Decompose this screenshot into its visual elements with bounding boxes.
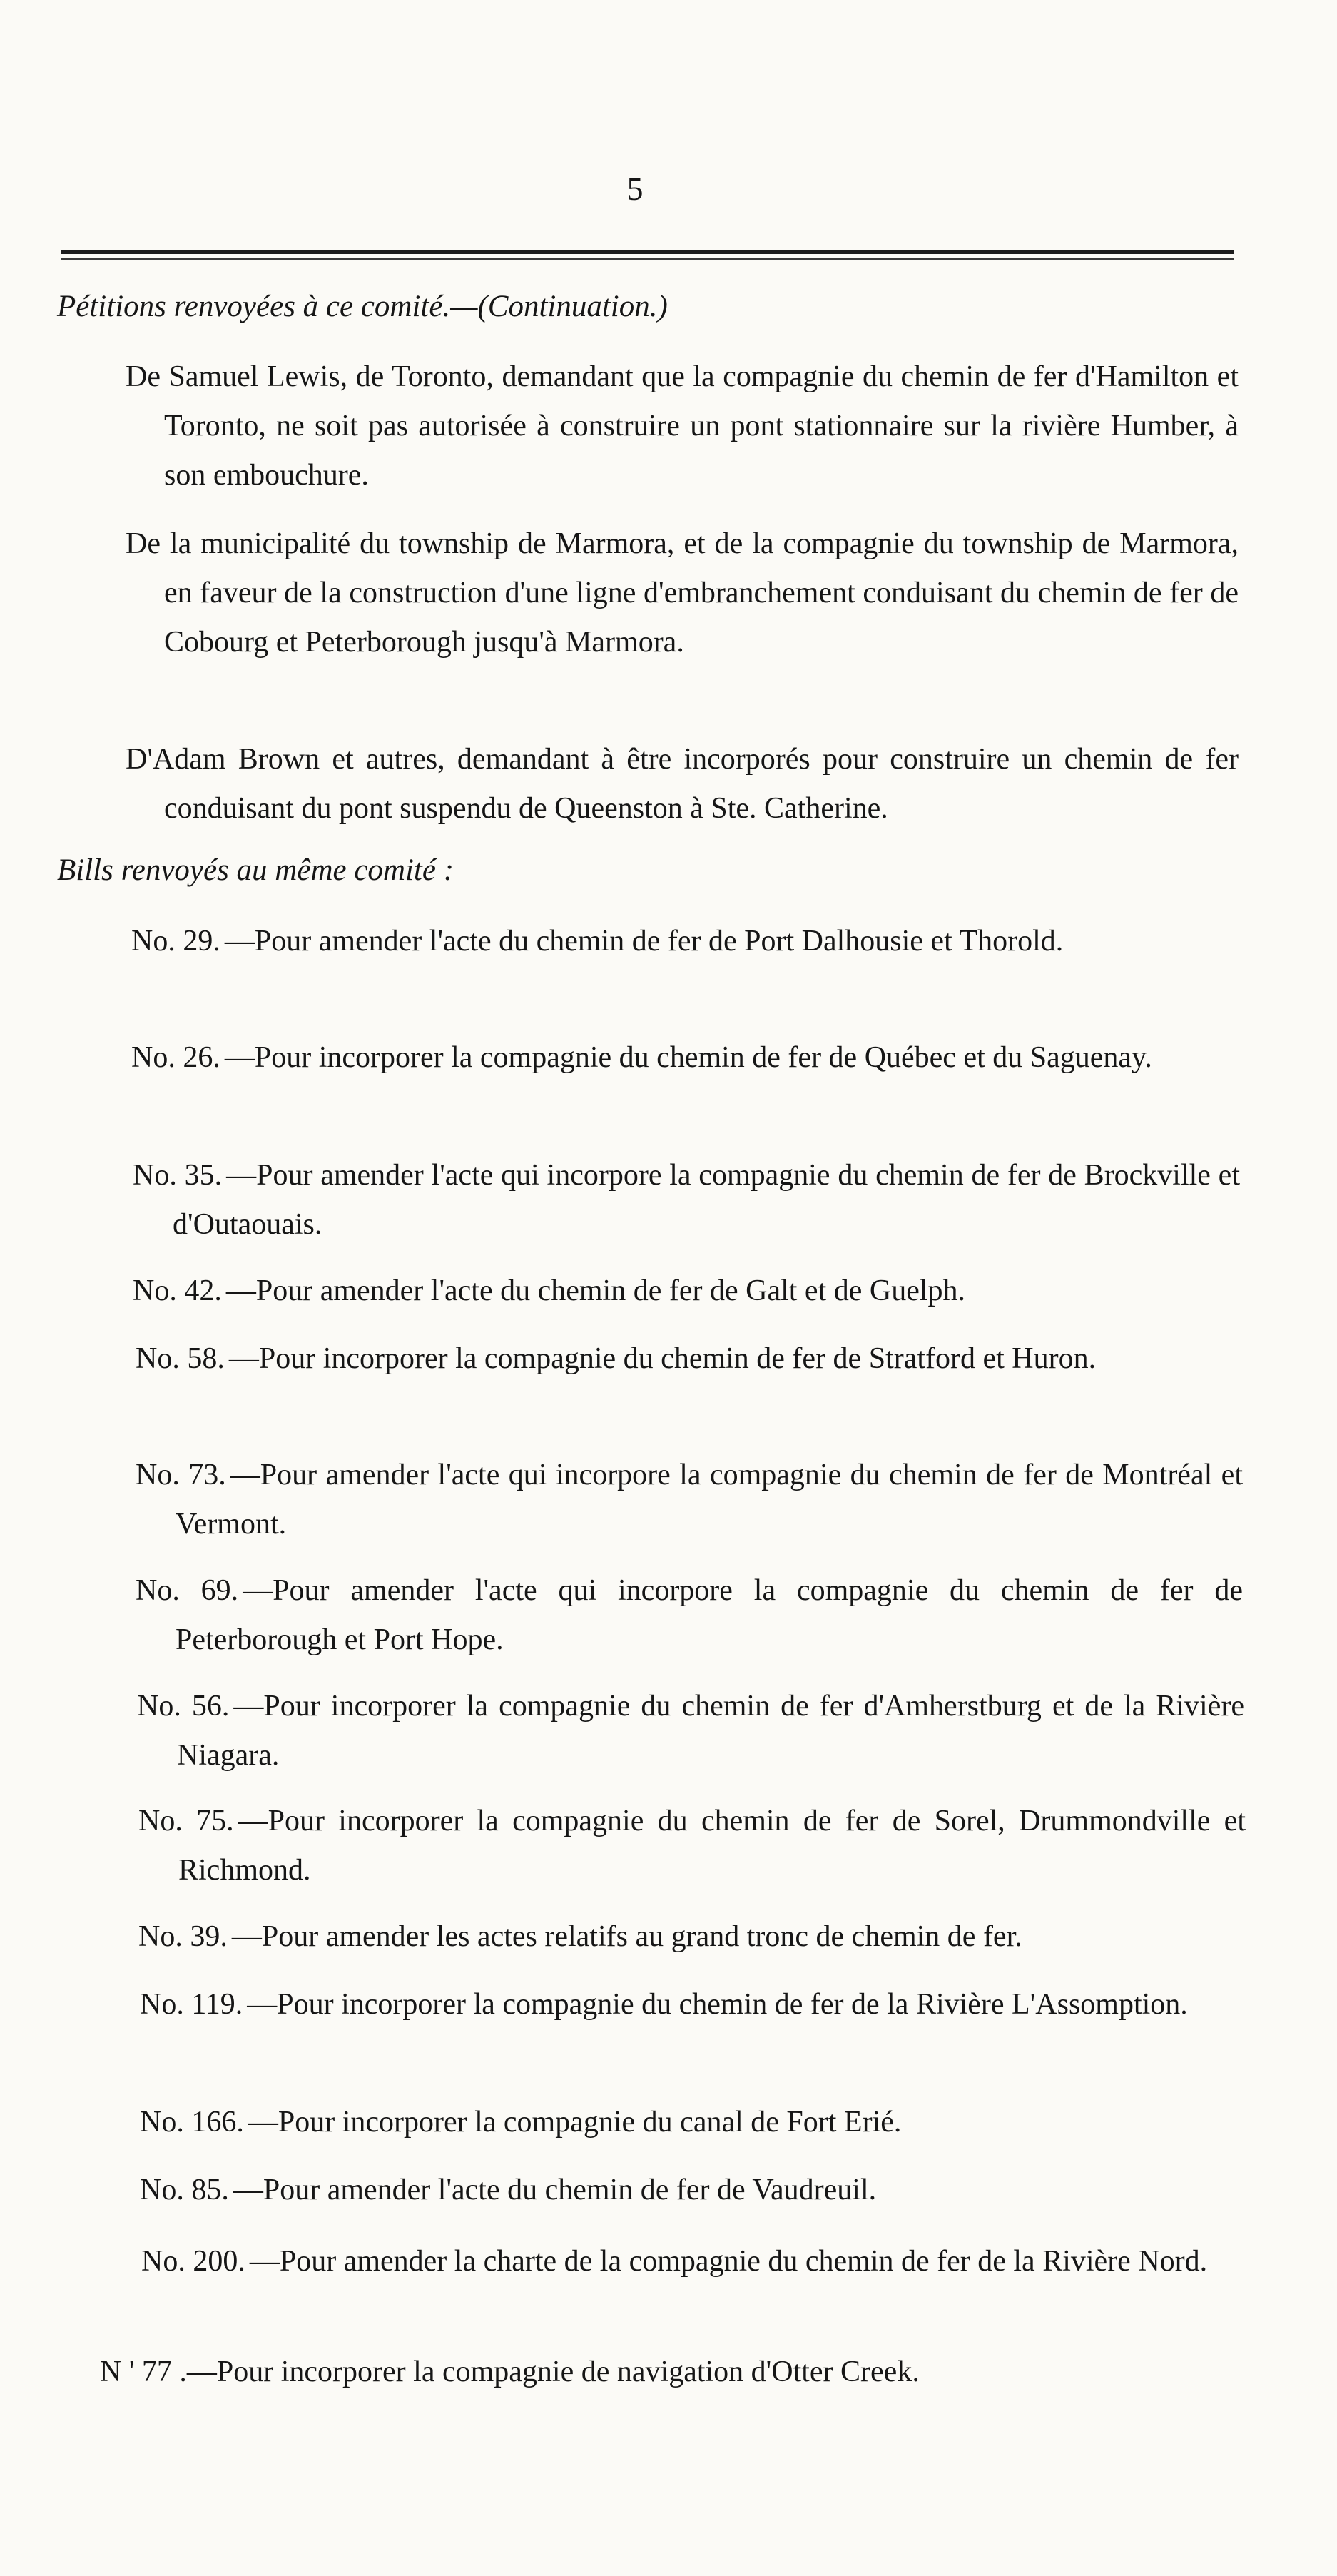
bill-text: —Pour amender l'acte du chemin de fer de Galt et de Guelph. xyxy=(225,1274,966,1307)
bill-58 xyxy=(136,1334,1243,1384)
bill-text: —Pour incorporer la compagnie du canal de Fort Erié. xyxy=(248,2106,902,2139)
bill-text: —Pour incorporer la compagnie du chemin de fer d'Amherstburg et de la Rivière Niagara. xyxy=(177,1690,1244,1772)
bill-number: No. 73. xyxy=(136,1459,226,1491)
bill-77 xyxy=(100,2355,920,2389)
bill-text: —Pour incorporer la compagnie du chemin de fer de Sorel, Drummondville et Richmond. xyxy=(178,1805,1246,1887)
bill-number: No. 119. xyxy=(140,1988,243,2021)
bill-39 xyxy=(138,1912,1246,1962)
bill-119 xyxy=(140,1980,1247,2029)
bill-56 xyxy=(137,1682,1244,1780)
bill-number: No. 26. xyxy=(131,1041,220,1074)
bill-26 xyxy=(131,1033,1239,1082)
bill-29 xyxy=(131,917,1239,966)
bill-166 xyxy=(140,2098,1247,2147)
bill-number: No. 29. xyxy=(131,925,220,958)
bill-text: —Pour amender l'acte qui incorpore la compagnie du chemin de fer de Brockville et d'Outaouais. xyxy=(173,1159,1240,1241)
bill-text: —Pour amender l'acte du chemin de fer de Vaudreuil. xyxy=(233,2174,877,2206)
bill-text: —Pour amender la charte de la compagnie du chemin de fer de la Rivière Nord. xyxy=(249,2245,1208,2278)
bill-number: No. 85. xyxy=(140,2174,229,2206)
bill-number: No. 166. xyxy=(140,2106,244,2139)
bill-number: No. 200. xyxy=(141,2245,245,2278)
bill-85 xyxy=(140,2166,1247,2215)
bill-text: —Pour incorporer la compagnie du chemin de fer de la Rivière L'Assomption. xyxy=(247,1988,1188,2021)
bill-text: —Pour amender l'acte qui incorpore la compagnie du chemin de fer de Montréal et Vermont. xyxy=(176,1459,1243,1541)
petition-1: De Samuel Lewis, de Toronto, demandant que la compagnie du chemin de fer d'Hamilton et Toronto, ne soit pas autorisée à construire un pont stationnaire sur la rivière Humber, à son embouchure. xyxy=(126,360,1239,492)
petition-2: De la municipalité du township de Marmora, et de la compagnie du township de Marmora, en faveur de la construction d'une ligne d'embranchement conduisant du chemin de fer de Cobourg et Peterborough jusqu'à Marmora. xyxy=(126,527,1239,659)
bill-42 xyxy=(133,1267,1240,1316)
bill-35 xyxy=(133,1151,1240,1249)
header-rule-thin xyxy=(61,258,1234,260)
bill-text: —Pour incorporer la compagnie du chemin de fer de Stratford et Huron. xyxy=(228,1342,1097,1375)
bill-75 xyxy=(138,1797,1246,1895)
bill-number: No. 35. xyxy=(133,1159,223,1192)
bill-number: No. 58. xyxy=(136,1342,225,1375)
bill-text: .—Pour incorporer la compagnie de navigation d'Otter Creek. xyxy=(179,2356,920,2388)
bill-73 xyxy=(136,1451,1243,1549)
bill-text: —Pour amender l'acte qui incorpore la compagnie du chemin de fer de Peterborough et Port Hope. xyxy=(176,1574,1243,1656)
bill-number: No. 75. xyxy=(138,1805,234,1837)
bill-text: —Pour amender les actes relatifs au grand tronc de chemin de fer. xyxy=(231,1920,1022,1953)
bill-number: No. 39. xyxy=(138,1920,228,1953)
header-rule-thick xyxy=(61,250,1234,254)
bill-200 xyxy=(141,2237,1249,2286)
bill-text: —Pour incorporer la compagnie du chemin de fer de Québec et du Saguenay. xyxy=(224,1041,1152,1074)
bill-text: —Pour amender l'acte du chemin de fer de Port Dalhousie et Thorold. xyxy=(224,925,1064,958)
bill-number: No. 42. xyxy=(133,1274,222,1307)
bill-number: No. 56. xyxy=(137,1690,230,1723)
bill-number: N ' 77 xyxy=(100,2356,172,2388)
page-number: 5 xyxy=(626,171,644,207)
bill-number: No. 69. xyxy=(136,1574,239,1607)
bill-69 xyxy=(136,1566,1243,1665)
petitions-heading: Pétitions renvoyées à ce comité.—(Continuation.) xyxy=(57,290,668,323)
bills-heading: Bills renvoyés au même comité : xyxy=(57,853,454,887)
petition-3: D'Adam Brown et autres, demandant à être incorporés pour construire un chemin de fer conduisant du pont suspendu de Queenston à Ste. Catherine. xyxy=(126,743,1239,825)
